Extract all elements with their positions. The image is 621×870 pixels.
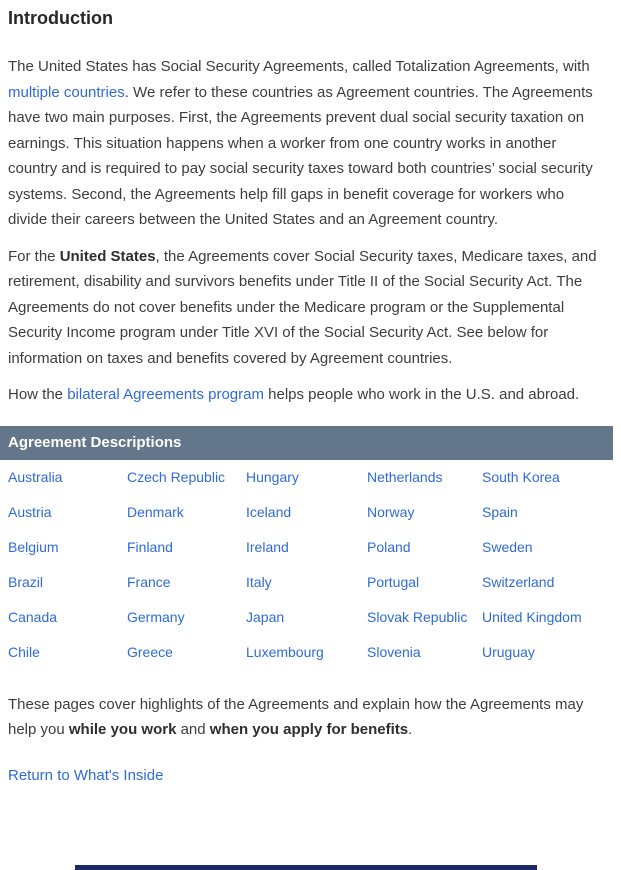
country-cell [359,600,474,635]
country-link-australia[interactable]: Australia [8,469,63,485]
bold-text: while you work [68,721,177,738]
country-cell [474,530,613,565]
country-cell [0,460,119,495]
text-segment: , the Agreements cover Social Security taxes, Medicare taxes, and retirement, disability and survivors benefits under Title II of the Social Security Act. The Agreements do not cover benefits under the Medicare program or the Supplemental Security Income program under Title XVI of the Social Security Act. See below for information on taxes and benefits covered by Agreement countries. [8,247,597,367]
closing-paragraph [8,692,602,743]
table-row [0,460,613,495]
country-link-slovenia[interactable]: Slovenia [367,644,421,660]
intro-paragraph [8,54,602,233]
text-segment: . We refer to these countries as Agreement countries. The Agreements have two main purposes. First, the Agreements prevent dual social security taxation on earnings. This situation happens when a worker from one country works in another country and is required to pay social security taxes toward both countries’ social security systems. Second, the Agreements help fill gaps in benefit coverage for workers who divide their careers between the United States and an Agreement country. [8,83,593,228]
country-cell [474,460,613,495]
country-link-germany[interactable]: Germany [127,609,185,625]
country-link-canada[interactable]: Canada [8,609,58,625]
country-link-belgium[interactable]: Belgium [8,539,59,555]
table-row [0,565,613,600]
text-segment: These pages cover highlights of the Agreements and explain how the Agreements may help you [8,695,584,738]
country-cell [359,495,474,530]
table-row [0,530,613,565]
country-link-finland[interactable]: Finland [127,539,173,555]
country-cell [0,600,119,635]
return-line [8,763,608,788]
country-cell [359,635,474,670]
country-link-portugal[interactable]: Portugal [367,574,420,590]
bilateral-paragraph [8,382,602,408]
multiple-countries-link[interactable]: multiple countries [8,83,125,101]
country-cell [238,460,359,495]
country-link-united-kingdom[interactable]: United Kingdom [482,609,582,625]
country-link-luxembourg[interactable]: Luxembourg [246,644,324,660]
country-cell [474,565,613,600]
country-cell [238,565,359,600]
country-cell [119,530,238,565]
country-cell [359,460,474,495]
bold-text: United States [59,247,156,265]
text-segment: and [176,721,210,738]
country-cell [474,495,613,530]
country-link-chile[interactable]: Chile [8,644,40,660]
agreements-table-body [0,460,613,670]
agreement-descriptions-table [0,426,613,670]
country-cell [238,635,359,670]
text-segment: . [408,721,413,738]
country-link-ireland[interactable]: Ireland [246,539,289,555]
country-cell [474,635,613,670]
country-cell [0,565,119,600]
country-link-japan[interactable]: Japan [246,609,285,625]
table-row [0,600,613,635]
country-cell [119,495,238,530]
footer-bar [75,865,537,870]
table-row [0,635,613,670]
country-link-spain[interactable]: Spain [482,504,518,520]
country-cell [0,495,119,530]
text-segment: helps people who work in the U.S. and abroad. [263,386,580,403]
country-cell [238,600,359,635]
country-link-slovak-republic[interactable]: Slovak Republic [367,609,468,625]
country-cell [0,530,119,565]
return-to-whats-inside-link[interactable]: Return to What's Inside [8,766,164,784]
country-link-austria[interactable]: Austria [8,504,52,520]
country-cell [119,635,238,670]
country-cell [0,635,119,670]
country-link-france[interactable]: France [127,574,171,590]
page-title: Introduction [8,8,113,28]
text-segment: For the [8,247,60,265]
country-cell [359,530,474,565]
country-link-iceland[interactable]: Iceland [246,504,292,520]
coverage-paragraph [8,244,602,372]
country-link-denmark[interactable]: Denmark [127,504,184,520]
agreements-table-header: Agreement Descriptions [0,426,613,460]
country-link-netherlands[interactable]: Netherlands [367,469,443,485]
text-segment: How the [8,386,68,403]
text-segment: The United States has Social Security Agreements, called Totalization Agreements, with [8,58,590,75]
country-link-south-korea[interactable]: South Korea [482,469,560,485]
country-cell [359,565,474,600]
country-link-brazil[interactable]: Brazil [8,574,44,590]
country-link-greece[interactable]: Greece [127,644,173,660]
country-cell [474,600,613,635]
country-cell [119,600,238,635]
country-link-poland[interactable]: Poland [367,539,411,555]
country-cell [119,565,238,600]
country-link-sweden[interactable]: Sweden [482,539,533,555]
country-link-norway[interactable]: Norway [367,504,415,520]
country-link-hungary[interactable]: Hungary [246,469,299,485]
country-cell [238,495,359,530]
bold-text: when you apply for benefits [209,721,409,738]
country-link-czech-republic[interactable]: Czech Republic [127,469,226,485]
country-link-italy[interactable]: Italy [246,574,272,590]
country-link-switzerland[interactable]: Switzerland [482,574,555,590]
table-row [0,495,613,530]
country-cell [238,530,359,565]
bilateral-agreements-program-link[interactable]: bilateral Agreements program [67,386,264,403]
country-cell [119,460,238,495]
country-link-uruguay[interactable]: Uruguay [482,644,535,660]
